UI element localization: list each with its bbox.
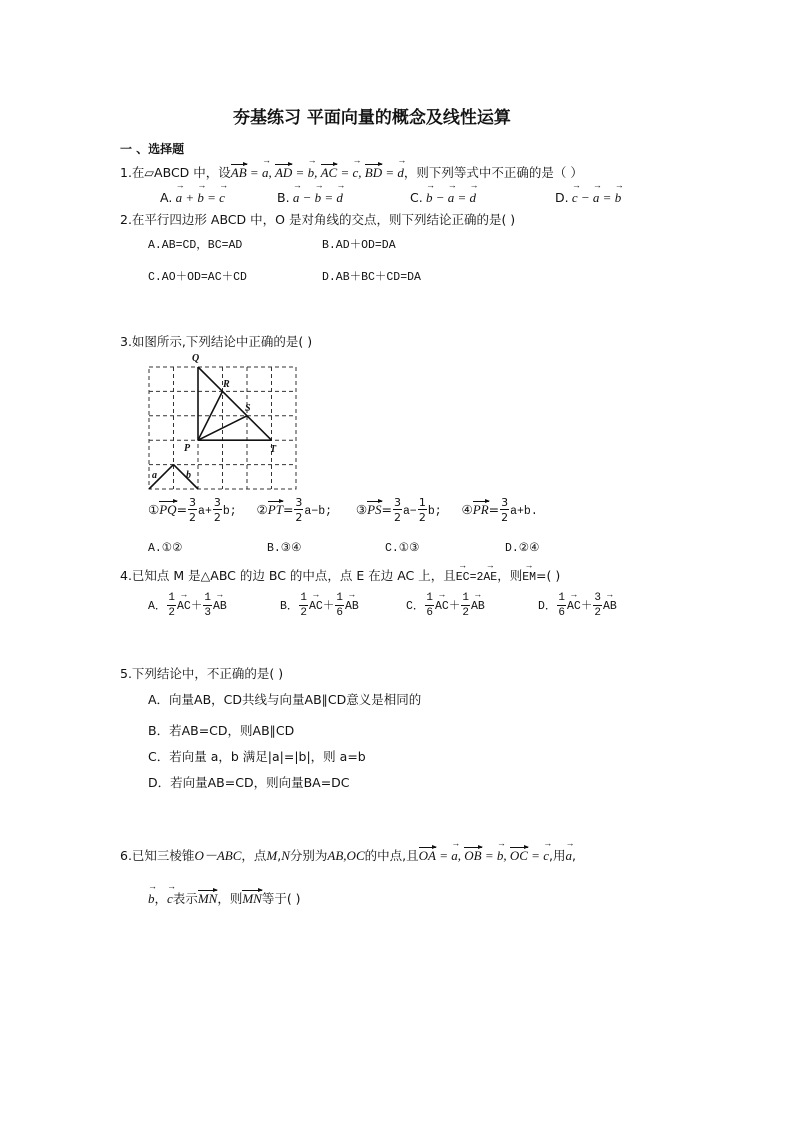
- q3-conclusion-4: ④PR= $\frac{3}{2}$ a+b.: [461, 496, 538, 524]
- q5-option-d[interactable]: D．若向量AB=CD，则向量BA=DC: [148, 775, 350, 790]
- q4-option-d[interactable]: D． $\frac{1}{6}$ → AC＋ $\frac{3}{2}$ → AB: [538, 593, 617, 619]
- q5-option-b[interactable]: B．若AB=CD，则AB∥CD: [148, 723, 295, 738]
- label-b: b: [186, 470, 191, 481]
- label-a: a: [152, 470, 157, 481]
- q4-option-c[interactable]: C． $\frac{1}{6}$ → AC＋ $\frac{1}{2}$ → AB: [406, 593, 485, 619]
- question-2-stem: 2.在平行四边形 ABCD 中，O 是对角线的交点，则下列结论正确的是( ): [120, 212, 516, 227]
- q2-option-c[interactable]: C.AO＋OD=AC＋CD: [148, 271, 247, 284]
- q2-option-b[interactable]: B.AD＋OD=DA: [322, 239, 396, 252]
- q4-option-a[interactable]: A． $\frac{1}{2}$ → AC＋ $\frac{1}{3}$ → AB: [148, 593, 227, 619]
- q4-option-b[interactable]: B． $\frac{1}{2}$ → AC＋ $\frac{1}{6}$ → AB: [280, 593, 359, 619]
- label-p: P: [184, 443, 191, 454]
- q3-option-c[interactable]: C.①③: [385, 542, 420, 555]
- question-6-line-2: → b，→ c表示MN，则MN等于( ): [148, 889, 301, 907]
- q2-option-a[interactable]: A.AB=CD，BC=AD: [148, 239, 243, 252]
- q1-vector-definitions: AB = → a, AD = → b, AC = → c, BD = → d: [231, 165, 404, 180]
- q3-conclusion-3: ③PS= $\frac{3}{2}$ a− $\frac{1}{2}$ b;: [355, 496, 442, 524]
- question-6-stem: 6.已知三棱锥O－ABC，点M,N分别为AB,OC的中点,且OA = → a, OB = → b, OC = → c,用→ a,: [120, 845, 576, 864]
- q3-option-d[interactable]: D.②④: [505, 542, 540, 555]
- page-title: 夯基练习 平面向量的概念及线性运算: [233, 108, 511, 128]
- q3-conclusion-1: ①PQ= $\frac{3}{2}$ a+ $\frac{3}{2}$ b;: [148, 496, 237, 524]
- label-r: R: [223, 379, 230, 390]
- q1-stem-b: ，则下列等式中不正确的是（ ）: [403, 165, 583, 180]
- question-4-stem: 4.已知点 M 是△ABC 的边 BC 的中点，点 E 在边 AC 上，且→ EC=2→ AE，则→ EM=( ): [120, 566, 560, 584]
- q3-conclusions: [148, 497, 538, 523]
- q1-stem-a: 1.在▱ABCD 中，设: [120, 165, 231, 180]
- q5-option-a[interactable]: A．向量AB，CD共线与向量AB∥CD意义是相同的: [148, 692, 422, 707]
- q3-option-b[interactable]: B.③④: [267, 542, 302, 555]
- q3-conclusion-2: ②PT= $\frac{3}{2}$ a−b;: [256, 496, 333, 524]
- q1-option-d[interactable]: D. → c − → a = → b: [555, 190, 621, 206]
- q3-grid-figure: [140, 352, 305, 494]
- q1-option-a[interactable]: A. → a + → b = → c: [160, 190, 225, 206]
- label-t: T: [270, 444, 277, 455]
- question-1-stem: [120, 163, 583, 181]
- q3-option-a[interactable]: A.①②: [148, 542, 183, 555]
- question-5-stem: 5.下列结论中，不正确的是( ): [120, 666, 284, 681]
- q1-option-b[interactable]: B. → a − → b = → d: [277, 190, 343, 206]
- section-heading: 一 、选择题: [120, 142, 185, 156]
- q5-option-c[interactable]: C．若向量 a，b 满足|a|=|b|，则 a=b: [148, 749, 366, 764]
- q2-option-d[interactable]: D.AB＋BC＋CD=DA: [322, 271, 421, 284]
- q1-option-c[interactable]: C. → b − → a = → d: [410, 190, 476, 206]
- label-s: S: [245, 403, 251, 414]
- question-3-stem: 3.如图所示,下列结论中正确的是( ): [120, 334, 313, 349]
- label-q: Q: [192, 353, 200, 364]
